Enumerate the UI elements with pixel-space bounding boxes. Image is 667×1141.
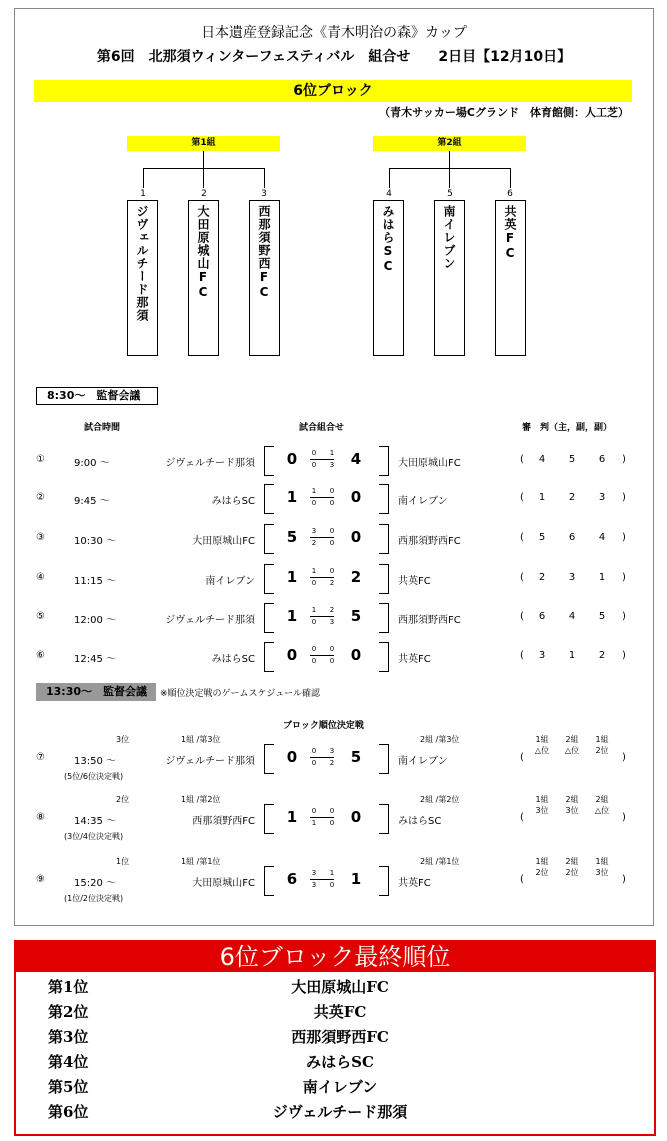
rank-label: 2位: [116, 795, 130, 804]
referee-rank: 3位: [595, 868, 609, 877]
match-number: ⑨: [36, 874, 45, 885]
meeting1-label: 8:30～ 監督会議: [36, 387, 158, 405]
paren-open: (: [520, 532, 524, 543]
home-half2: 2: [311, 539, 317, 547]
paren-close: ): [622, 752, 626, 763]
home-half2: 0: [311, 579, 317, 587]
away-score: 5: [350, 748, 362, 766]
match-number: ③: [36, 532, 45, 543]
referee-group: 2組: [565, 857, 579, 866]
referee-number: 6: [568, 532, 576, 543]
home-team: みはらSC: [211, 654, 255, 665]
away-half2: 0: [329, 819, 335, 827]
home-half1: 0: [311, 747, 317, 755]
paren-open: (: [520, 611, 524, 622]
bracket-line: [264, 168, 265, 188]
referee-group: 2組: [565, 735, 579, 744]
group1-label: 第1組: [127, 136, 280, 151]
team-box: 南イレブン: [434, 200, 465, 356]
away-seed-label: 2組 /第1位: [420, 857, 460, 866]
home-score: 0: [286, 450, 298, 468]
final-ranking-title: 6位ブロック最終順位: [16, 942, 654, 972]
referee-number: 5: [598, 611, 606, 622]
score-bracket-right: [379, 446, 389, 476]
score-divider: [310, 817, 334, 818]
col-referee-header: 審 判（主，副，副）: [522, 423, 613, 433]
match-number: ⑤: [36, 611, 45, 622]
score-bracket-left: [264, 484, 274, 514]
paren-open: (: [520, 492, 524, 503]
score-divider: [310, 577, 334, 578]
away-score: 4: [350, 450, 362, 468]
referee-number: 1: [568, 650, 576, 661]
group2-label: 第2組: [373, 136, 526, 151]
score-bracket-left: [264, 564, 274, 594]
score-divider: [310, 655, 334, 656]
bracket-line: [389, 168, 390, 188]
away-half2: 0: [329, 881, 335, 889]
match-number: ②: [36, 492, 45, 503]
home-seed-label: 1組 /第3位: [181, 735, 221, 744]
referee-number: 2: [538, 572, 546, 583]
meeting2-label: 13:30～ 監督会議: [36, 683, 156, 701]
home-half2: 0: [311, 759, 317, 767]
home-score: 1: [286, 808, 298, 826]
referee-number: 1: [598, 572, 606, 583]
home-team: 西那須野西FC: [192, 816, 255, 827]
final-rank-team: ジヴェルチード那須: [272, 1103, 408, 1121]
referee-rank: △位: [564, 746, 580, 755]
title-line1: 日本遺産登録記念《青木明治の森》カップ: [201, 25, 467, 41]
away-score: 0: [350, 646, 362, 664]
referee-group: 1組: [535, 857, 549, 866]
final-rank-team: みはらSC: [306, 1053, 374, 1071]
block-name-bar: 6位ブロック: [34, 80, 632, 102]
team-box: 共英FC: [495, 200, 526, 356]
referee-number: 5: [538, 532, 546, 543]
match-number: ⑥: [36, 650, 45, 661]
score-divider: [310, 537, 334, 538]
team-box: 西那須野西FC: [249, 200, 280, 356]
home-team: みはらSC: [211, 496, 255, 507]
paren-close: ): [622, 454, 626, 465]
home-half2: 0: [311, 499, 317, 507]
home-half2: 0: [311, 618, 317, 626]
bracket-line: [143, 168, 144, 188]
score-bracket-left: [264, 642, 274, 672]
paren-close: ): [622, 572, 626, 583]
away-score: 0: [350, 528, 362, 546]
rank-label: 3位: [116, 735, 130, 744]
playoff-subtitle: (3位/4位決定戦): [64, 832, 124, 841]
home-half1: 0: [311, 449, 317, 457]
team-box: ジヴェルチード那須: [127, 200, 158, 356]
score-bracket-left: [264, 804, 274, 834]
paren-open: (: [520, 812, 524, 823]
final-rank-team: 大田原城山FC: [291, 978, 389, 996]
bracket-line: [449, 151, 450, 168]
score-divider: [310, 757, 334, 758]
away-half1: 2: [329, 606, 335, 614]
home-team: ジヴェルチード那須: [165, 756, 255, 767]
bracket-line: [203, 168, 204, 188]
home-team: 大田原城山FC: [192, 536, 255, 547]
away-team: 西那須野西FC: [398, 615, 461, 626]
score-divider: [310, 616, 334, 617]
referee-number: 1: [538, 492, 546, 503]
home-half1: 3: [311, 527, 317, 535]
team-box: みはらSC: [373, 200, 404, 356]
paren-close: ): [622, 611, 626, 622]
final-rank-team: 南イレブン: [302, 1078, 378, 1096]
away-team: 共英FC: [398, 576, 431, 587]
match-time: 12:00 ～: [74, 615, 116, 626]
score-bracket-left: [264, 603, 274, 633]
score-divider: [310, 879, 334, 880]
team-box: 大田原城山FC: [188, 200, 219, 356]
bracket-line: [203, 151, 204, 168]
away-score: 0: [350, 808, 362, 826]
paren-close: ): [622, 532, 626, 543]
referee-number: 4: [598, 532, 606, 543]
away-seed-label: 2組 /第2位: [420, 795, 460, 804]
match-time: 10:30 ～: [74, 536, 116, 547]
home-score: 0: [286, 646, 298, 664]
home-team: 大田原城山FC: [192, 878, 255, 889]
score-bracket-left: [264, 446, 274, 476]
referee-group: 1組: [595, 735, 609, 744]
team-number: 4: [386, 189, 392, 199]
match-time: 9:45 ～: [74, 496, 110, 507]
match-time: 12:45 ～: [74, 654, 116, 665]
rank-label: 1位: [116, 857, 130, 866]
col-time-header: 試合時間: [84, 423, 121, 433]
score-bracket-right: [379, 642, 389, 672]
referee-number: 2: [598, 650, 606, 661]
away-team: 共英FC: [398, 878, 431, 889]
home-half2: 1: [311, 819, 317, 827]
referee-number: 4: [538, 454, 546, 465]
home-half2: 3: [311, 881, 317, 889]
match-number: ④: [36, 572, 45, 583]
paren-close: ): [622, 492, 626, 503]
away-half1: 1: [329, 869, 335, 877]
score-bracket-right: [379, 524, 389, 554]
team-number: 2: [201, 189, 207, 199]
referee-rank: 3位: [535, 806, 549, 815]
team-number: 5: [447, 189, 453, 199]
away-half2: 0: [329, 539, 335, 547]
away-half1: 0: [329, 645, 335, 653]
score-bracket-right: [379, 603, 389, 633]
referee-number: 5: [568, 454, 576, 465]
referee-rank: 2位: [595, 746, 609, 755]
referee-number: 3: [568, 572, 576, 583]
paren-close: ): [622, 812, 626, 823]
away-half1: 3: [329, 747, 335, 755]
referee-group: 1組: [535, 795, 549, 804]
away-score: 1: [350, 870, 362, 888]
home-half1: 1: [311, 567, 317, 575]
referee-number: 4: [568, 611, 576, 622]
referee-number: 3: [538, 650, 546, 661]
referee-group: 2組: [595, 795, 609, 804]
home-half1: 3: [311, 869, 317, 877]
score-bracket-left: [264, 866, 274, 896]
away-half1: 0: [329, 807, 335, 815]
away-score: 2: [350, 568, 362, 586]
paren-close: ): [622, 874, 626, 885]
paren-open: (: [520, 572, 524, 583]
score-bracket-right: [379, 744, 389, 774]
home-half1: 1: [311, 487, 317, 495]
away-half2: 0: [329, 657, 335, 665]
match-time: 14:35 ～: [74, 816, 116, 827]
away-team: 西那須野西FC: [398, 536, 461, 547]
home-score: 5: [286, 528, 298, 546]
score-divider: [310, 497, 334, 498]
match-time: 13:50 ～: [74, 756, 116, 767]
away-half2: 3: [329, 618, 335, 626]
meeting2-note: ※順位決定戦のゲームスケジュール確認: [160, 689, 321, 699]
away-seed-label: 2組 /第3位: [420, 735, 460, 744]
paren-open: (: [520, 874, 524, 885]
away-half1: 1: [329, 449, 335, 457]
bracket-line: [510, 168, 511, 188]
final-rank-label: 第4位: [48, 1053, 89, 1071]
paren-open: (: [520, 454, 524, 465]
home-team: ジヴェルチード那須: [165, 458, 255, 469]
referee-rank: △位: [534, 746, 550, 755]
score-bracket-right: [379, 804, 389, 834]
score-bracket-right: [379, 564, 389, 594]
home-half2: 0: [311, 461, 317, 469]
score-bracket-left: [264, 524, 274, 554]
home-half1: 1: [311, 606, 317, 614]
team-number: 1: [140, 189, 146, 199]
match-number: ①: [36, 454, 45, 465]
away-half1: 0: [329, 527, 335, 535]
match-number: ⑦: [36, 752, 45, 763]
venue-label: （青木サッカー場Cグランド 体育館側：人工芝）: [379, 106, 629, 119]
away-score: 0: [350, 488, 362, 506]
team-number: 3: [261, 189, 267, 199]
final-rank-label: 第6位: [48, 1103, 89, 1121]
match-time: 15:20 ～: [74, 878, 116, 889]
referee-number: 6: [538, 611, 546, 622]
paren-close: ): [622, 650, 626, 661]
away-half2: 3: [329, 461, 335, 469]
paren-open: (: [520, 650, 524, 661]
home-half2: 0: [311, 657, 317, 665]
home-seed-label: 1組 /第2位: [181, 795, 221, 804]
referee-group: 1組: [595, 857, 609, 866]
final-rank-label: 第3位: [48, 1028, 89, 1046]
referee-number: 2: [568, 492, 576, 503]
playoff-title: ブロック順位決定戦: [283, 721, 364, 731]
paren-open: (: [520, 752, 524, 763]
referee-number: 3: [598, 492, 606, 503]
score-bracket-right: [379, 866, 389, 896]
final-rank-label: 第5位: [48, 1078, 89, 1096]
home-team: 南イレブン: [205, 576, 255, 587]
home-half1: 0: [311, 645, 317, 653]
referee-group: 2組: [565, 795, 579, 804]
referee-rank: 2位: [565, 868, 579, 877]
bracket-line: [449, 168, 450, 188]
referee-rank: 3位: [565, 806, 579, 815]
home-team: ジヴェルチード那須: [165, 615, 255, 626]
referee-group: 1組: [535, 735, 549, 744]
match-time: 9:00 ～: [74, 458, 110, 469]
home-score: 6: [286, 870, 298, 888]
score-bracket-left: [264, 744, 274, 774]
title-line2: 第6回 北那須ウィンターフェスティバル 組合せ 2日目【12月10日】: [96, 49, 572, 65]
away-team: 南イレブン: [398, 756, 448, 767]
score-bracket-right: [379, 484, 389, 514]
away-half2: 0: [329, 499, 335, 507]
away-half1: 0: [329, 567, 335, 575]
playoff-subtitle: (1位/2位決定戦): [64, 894, 124, 903]
away-score: 5: [350, 607, 362, 625]
away-half1: 0: [329, 487, 335, 495]
score-divider: [310, 459, 334, 460]
home-seed-label: 1組 /第1位: [181, 857, 221, 866]
away-team: 南イレブン: [398, 496, 448, 507]
playoff-subtitle: (5位/6位決定戦): [64, 772, 124, 781]
final-rank-label: 第2位: [48, 1003, 89, 1021]
away-half2: 2: [329, 759, 335, 767]
col-match-header: 試合組合せ: [299, 423, 345, 433]
final-rank-label: 第1位: [48, 978, 89, 996]
referee-rank: △位: [594, 806, 610, 815]
home-score: 0: [286, 748, 298, 766]
final-rank-team: 共英FC: [313, 1003, 367, 1021]
away-team: 大田原城山FC: [398, 458, 461, 469]
referee-rank: 2位: [535, 868, 549, 877]
referee-number: 6: [598, 454, 606, 465]
away-team: 共英FC: [398, 654, 431, 665]
home-score: 1: [286, 568, 298, 586]
match-number: ⑧: [36, 812, 45, 823]
home-score: 1: [286, 488, 298, 506]
away-half2: 2: [329, 579, 335, 587]
home-score: 1: [286, 607, 298, 625]
match-time: 11:15 ～: [74, 576, 116, 587]
home-half1: 0: [311, 807, 317, 815]
away-team: みはらSC: [398, 816, 442, 827]
final-rank-team: 西那須野西FC: [291, 1028, 389, 1046]
team-number: 6: [507, 189, 513, 199]
